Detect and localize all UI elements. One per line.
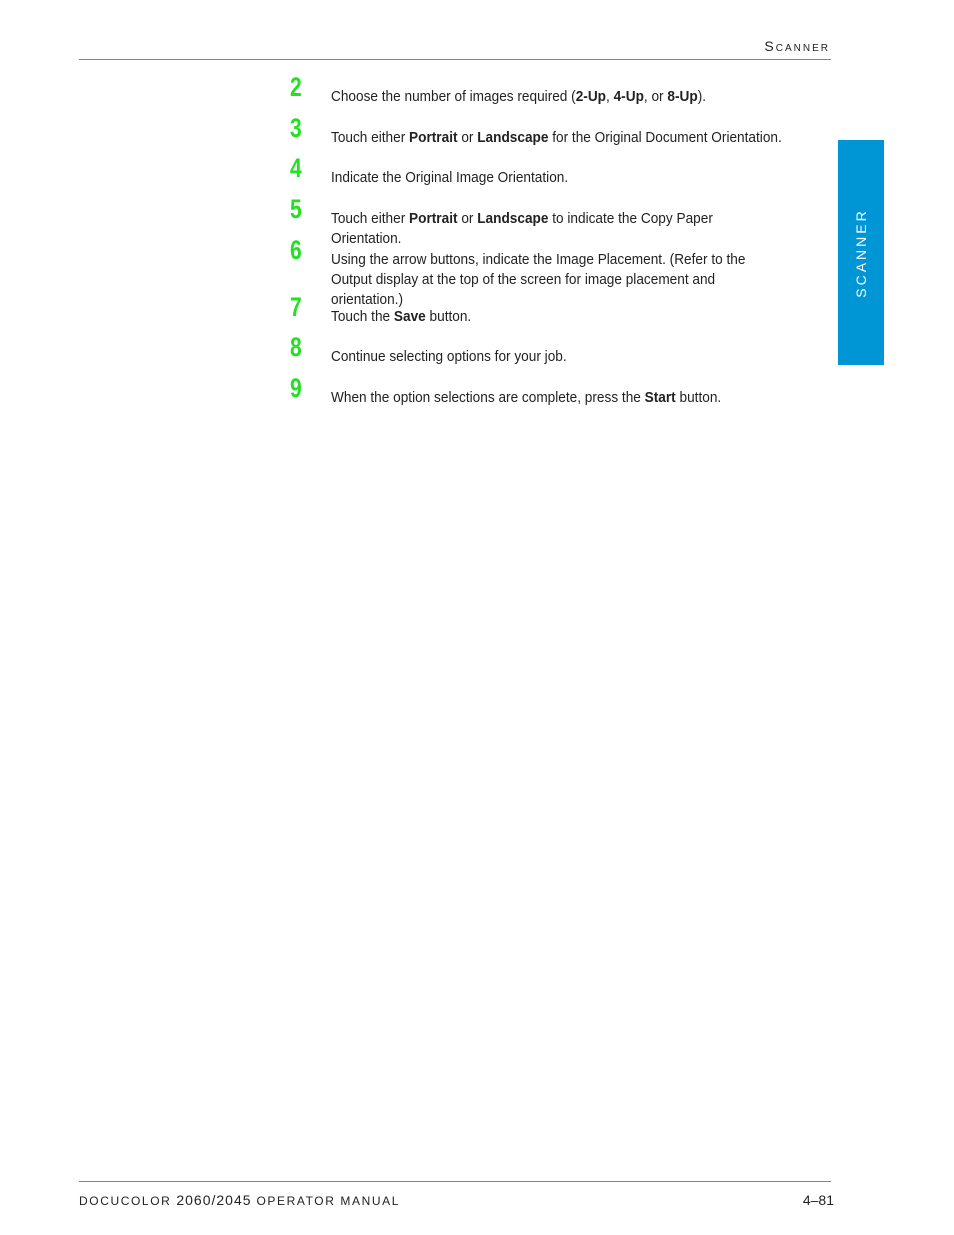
header-rule: [79, 59, 831, 60]
footer-rule: [79, 1181, 831, 1182]
step-text: Using the arrow buttons, indicate the Image Placement. (Refer to the Output display at the top of the screen for image placement and orientation.): [331, 252, 746, 308]
step-text: Touch the Save button.: [331, 309, 472, 325]
step-number: 4: [290, 153, 302, 183]
step-number: 5: [290, 194, 302, 224]
step-text: Continue selecting options for your job.: [331, 349, 567, 365]
step-text: Touch either Portrait or Landscape to indicate the Copy Paper Orientation.: [331, 211, 713, 247]
footer-manual-title: [79, 1192, 400, 1208]
step-number: 7: [290, 292, 302, 322]
footer-model: 2060/2045: [176, 1192, 252, 1208]
section-title: Scanner: [764, 38, 830, 54]
side-tab-label: SCANNER: [853, 207, 869, 298]
side-tab: [838, 140, 884, 365]
footer-manual: OPERATOR MANUAL: [256, 1194, 401, 1208]
step-number: 8: [290, 332, 302, 362]
page-number: 4–81: [802, 1192, 834, 1208]
step-text: When the option selections are complete, press the Start button.: [331, 390, 722, 406]
step-number: 6: [290, 235, 302, 265]
step-text: Touch either Portrait or Landscape for the Original Document Orientation.: [331, 130, 782, 146]
step-text: Indicate the Original Image Orientation.: [331, 170, 569, 186]
step-number: 9: [290, 373, 302, 403]
footer-brand: DOCUCOLOR: [79, 1194, 172, 1208]
step-number: 3: [290, 113, 302, 143]
step-text: Choose the number of images required (2-Up, 4-Up, or 8-Up).: [331, 89, 707, 105]
step-number: 2: [290, 72, 302, 102]
